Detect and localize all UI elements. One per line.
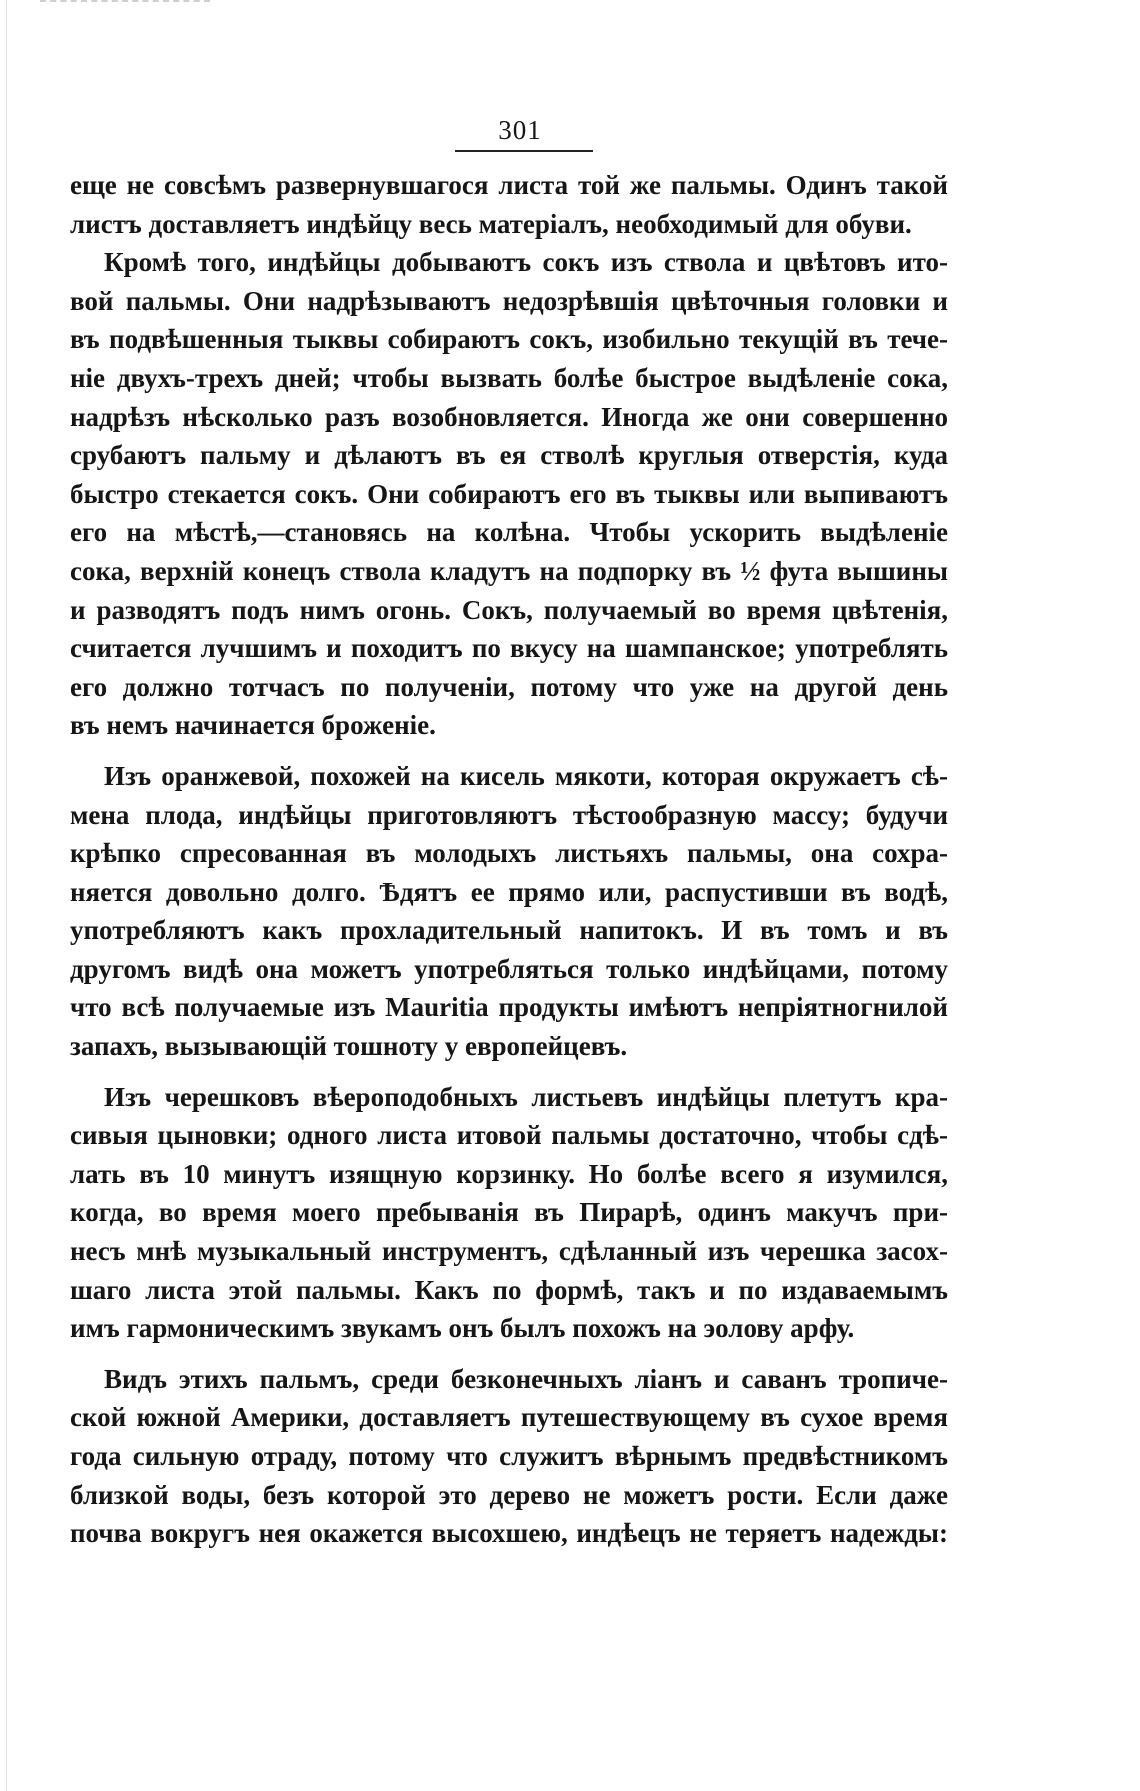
text-line: близкой воды, безъ которой это дерево не можетъ рости. Если даже: [70, 1479, 948, 1510]
text-line: няется довольно долго. Ѣдятъ ее прямо или, распустивши въ водѣ,: [70, 876, 948, 907]
text-line: вой пальмы. Они надрѣзываютъ недозрѣвшія цвѣточныя головки и: [70, 285, 948, 316]
text-line: листъ доставляетъ индѣйцу весь матеріалъ, необходимый для обуви.: [70, 208, 912, 239]
text-line: несъ мнѣ музыкальный инструментъ, сдѣланный изъ черешка засох-: [70, 1236, 948, 1267]
text-line: года сильную отраду, потому что служитъ вѣрнымъ предвѣстникомъ: [70, 1441, 948, 1471]
text-line: имъ гармоническимъ звукамъ онъ былъ похожъ на эолову арфу.: [70, 1313, 855, 1344]
text-line: крѣпко спресованная въ молодыхъ листьяхъ пальмы, она сохра-: [70, 838, 948, 869]
text-line: Изъ черешковъ вѣероподобныхъ листьевъ индѣйцы плетутъ кра-: [104, 1081, 948, 1112]
text-line: сока, верхній конецъ ствола кладутъ на подпорку въ ½ фута вышины: [70, 555, 948, 586]
text-line: шаго листа этой пальмы. Какъ по формѣ, такъ и по издаваемымъ: [70, 1274, 948, 1305]
text-line: ской южной Америки, доставляетъ путешествующему въ сухое время: [70, 1402, 948, 1433]
text-line: Видъ этихъ пальмъ, среди безконечныхъ ліанъ и саванъ тропиче-: [104, 1363, 948, 1394]
text-line: считается лучшимъ и походитъ по вкусу на шампанское; употреблять: [70, 633, 948, 664]
text-line: употребляютъ какъ прохладительный напитокъ. И въ томъ и въ: [70, 915, 948, 946]
body-text: [70, 166, 948, 1553]
text-line: сивыя цыновки; одного листа итовой пальмы достаточно, чтобы сдѣ-: [70, 1120, 948, 1151]
text-line: надрѣзъ нѣсколько разъ возобновляется. Иногда же они совершенно: [70, 401, 948, 432]
paragraph: [70, 1360, 948, 1553]
text-line: его должно тотчасъ по полученіи, потому что уже на другой день: [70, 671, 948, 702]
paragraph: [70, 166, 948, 243]
scan-edge: [6, 0, 7, 1791]
paragraph-gap: [70, 1348, 948, 1360]
paragraph-gap: [70, 745, 948, 757]
paragraph: [70, 1078, 948, 1348]
text-line: когда, во время моего пребыванія въ Пирарѣ, одинъ макучъ при-: [70, 1197, 948, 1228]
text-line: запахъ, вызывающій тошноту у европейцевъ.: [70, 1031, 628, 1062]
text-line: срубаютъ пальму и дѣлаютъ въ ея стволѣ круглыя отверстія, куда: [70, 440, 948, 471]
text-line: Кромѣ того, индѣйцы добываютъ сокъ изъ ствола и цвѣтовъ ито-: [104, 247, 948, 278]
text-line: мена плода, индѣйцы приготовляютъ тѣстообразную массу; будучи: [70, 799, 948, 830]
text-line: въ немъ начинается броженіе.: [70, 710, 436, 741]
text-line: быстро стекается сокъ. Они собираютъ его въ тыквы или выпиваютъ: [70, 478, 948, 509]
text-line: его на мѣстѣ,—становясь на колѣна. Чтобы ускорить выдѣленіе: [70, 517, 948, 548]
paragraph-gap: [70, 1066, 948, 1078]
text-line: и разводятъ подъ нимъ огонь. Сокъ, получаемый во время цвѣтенія,: [70, 594, 948, 625]
page-number-rule: [455, 150, 593, 152]
text-line: почва вокругъ нея окажется высохшею, индѣецъ не теряетъ надежды:: [70, 1518, 948, 1549]
paragraph: [70, 757, 948, 1066]
text-line: что всѣ получаемые изъ Mauritia продукты имѣютъ непріятногнилой: [70, 992, 948, 1023]
text-line: лать въ 10 минутъ изящную корзинку. Но болѣе всего я изумился,: [70, 1158, 948, 1189]
text-line: въ подвѣшенныя тыквы собираютъ сокъ, изобильно текущій въ тече-: [70, 324, 948, 355]
text-line: другомъ видѣ она можетъ употребляться только индѣйцами, потому: [70, 953, 948, 984]
text-line: еще не совсѣмъ развернувшагося листа той же пальмы. Одинъ такой: [70, 170, 948, 200]
scan-top-marks: [40, 0, 210, 4]
page-number: 301: [498, 115, 542, 145]
text-line: ніе двухъ-трехъ дней; чтобы вызвать болѣе быстрое выдѣленіе сока,: [70, 362, 948, 393]
text-line: Изъ оранжевой, похожей на кисель мякоти, которая окружаетъ сѣ-: [104, 760, 948, 791]
paragraph: [70, 243, 948, 745]
